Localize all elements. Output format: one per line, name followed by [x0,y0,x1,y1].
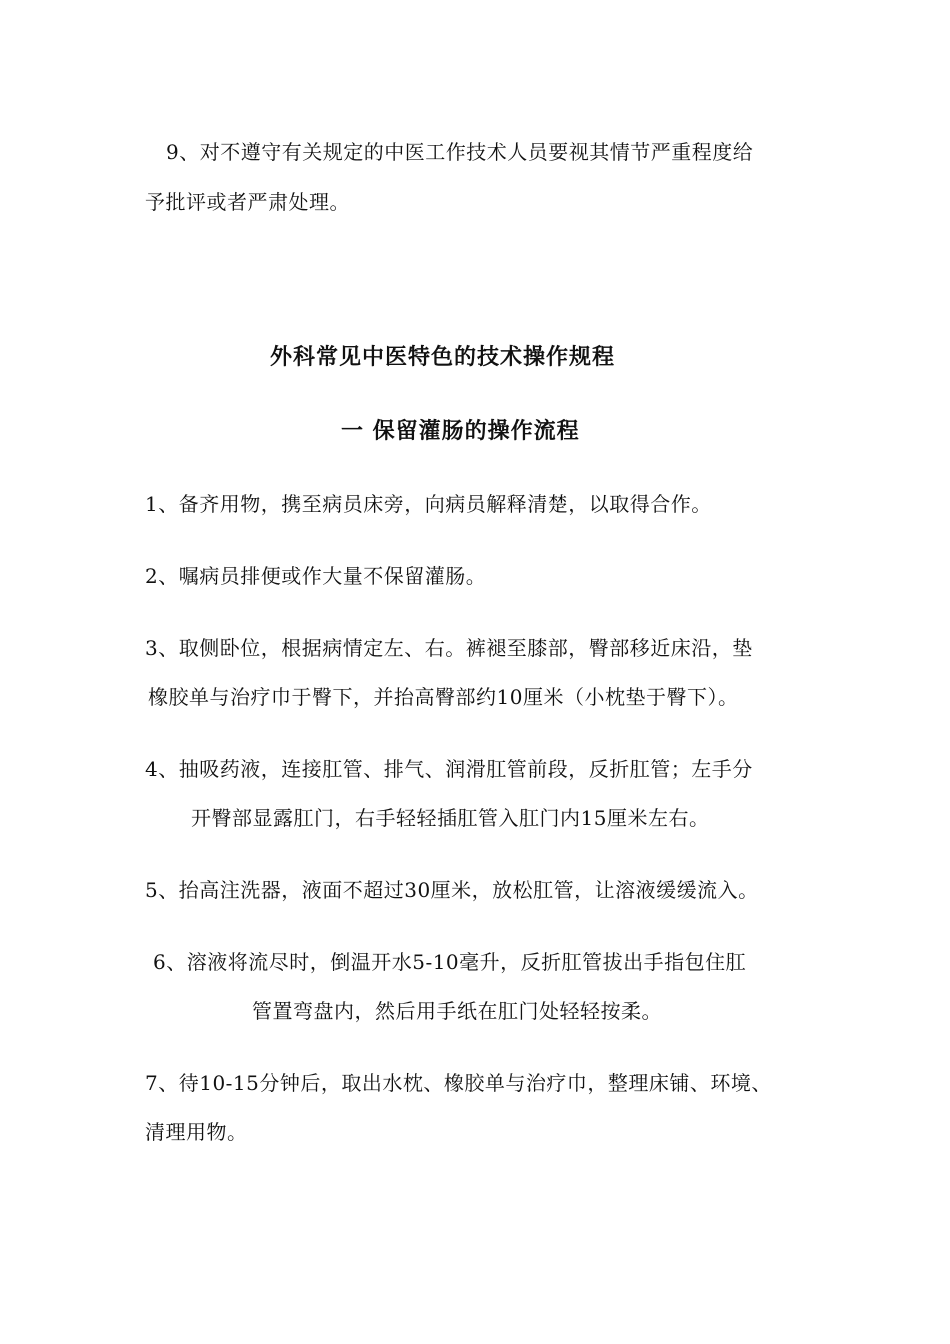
step-7-line2: 清理用物。 [145,1120,248,1144]
step-1-line1: 1、备齐用物，携至病员床旁，向病员解释清楚，以取得合作。 [145,492,712,516]
intro-paragraph-line1: 9、对不遵守有关规定的中医工作技术人员要视其情节严重程度给 [166,140,754,164]
step-2-line1: 2、嘱病员排便或作大量不保留灌肠。 [145,564,487,588]
step-4-line2: 开臀部显露肛门，右手轻轻插肛管入肛门内15厘米左右。 [191,806,710,830]
step-4-line1: 4、抽吸药液，连接肛管、排气、润滑肛管前段，反折肛管；左手分 [145,757,753,781]
step-7-line1: 7、待10-15分钟后，取出水枕、橡胶单与治疗巾，整理床铺、环境、 [145,1071,772,1095]
step-6-line2: 管置弯盘内，然后用手纸在肛门处轻轻按柔。 [252,999,662,1023]
step-6-line1: 6、溶液将流尽时，倒温开水5-10毫升，反折肛管拔出手指包住肛 [153,950,747,974]
step-3-line1: 3、取侧卧位，根据病情定左、右。裤褪至膝部，臀部移近床沿，垫 [145,636,753,660]
intro-paragraph-line2: 予批评或者严肃处理。 [145,190,350,214]
step-5-line1: 5、抬高注洗器，液面不超过30厘米，放松肛管，让溶液缓缓流入。 [145,878,759,902]
step-3-line2: 橡胶单与治疗巾于臀下，并抬高臀部约10厘米（小枕垫于臀下）。 [148,685,739,709]
document-title: 外科常见中医特色的技术操作规程 [270,345,616,370]
section-title: 一 保留灌肠的操作流程 [341,419,580,444]
